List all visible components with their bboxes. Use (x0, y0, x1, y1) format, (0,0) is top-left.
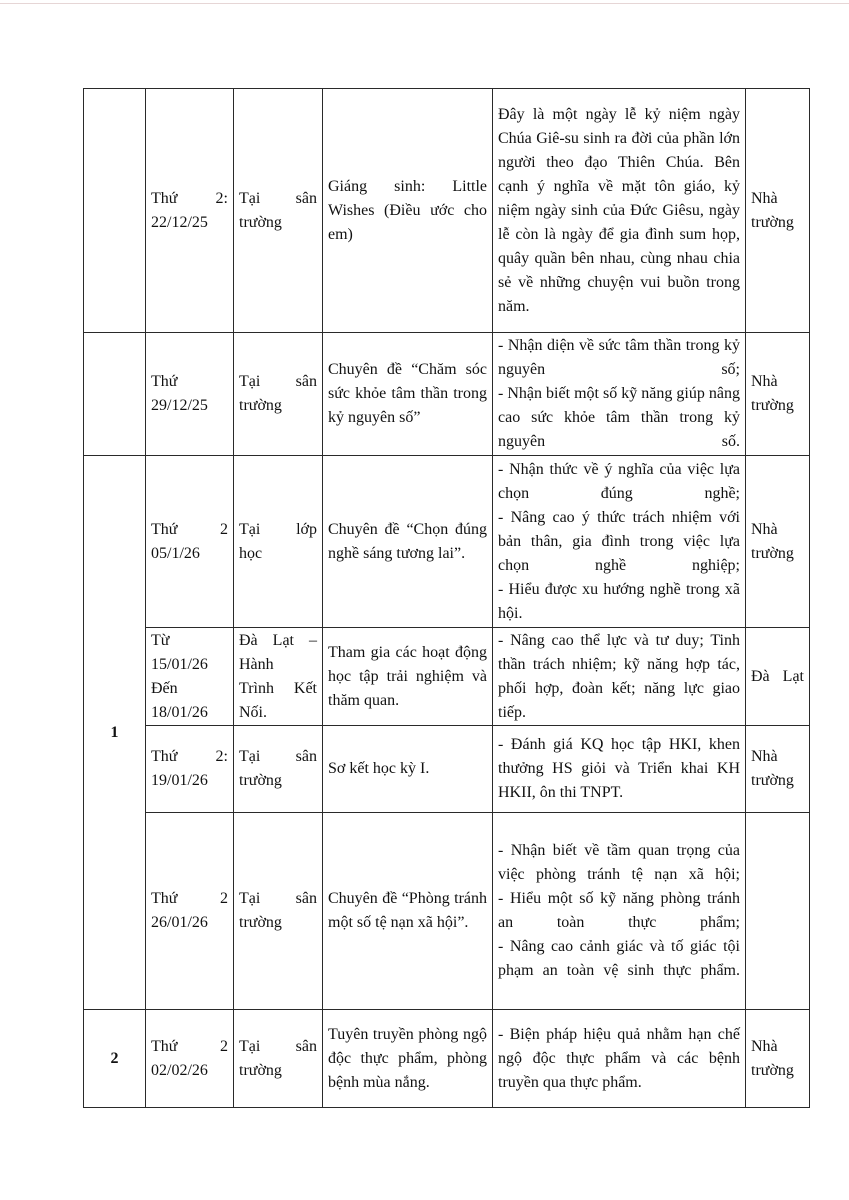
content-cell (493, 813, 746, 1010)
date-text (151, 1035, 228, 1083)
place-text (239, 887, 317, 935)
text-line: - Nhận thức về ý nghĩa của việc lựa chọn đúng nghề; (498, 460, 740, 502)
content-text: - Đánh giá KQ học tập HKI, khen thưởng HS giỏi và Triển khai KH HKII, ôn thi TNPT. (498, 736, 740, 801)
text-line: 02/02/26 (151, 1061, 208, 1079)
topic-text: Chuyên đề “Chọn đúng nghề sáng tương lai”. (328, 520, 487, 562)
content-text (498, 839, 740, 983)
text-line: Tại lớp (239, 520, 317, 538)
place-text (239, 1035, 317, 1083)
topic-text: Sơ kết học kỳ I. (328, 760, 430, 777)
place-text (239, 629, 317, 725)
week-cell (84, 456, 146, 1010)
place-cell (234, 456, 323, 628)
unit-cell (746, 726, 810, 813)
unit-text (751, 1035, 804, 1083)
text-line: trường (239, 914, 282, 931)
week-cell (84, 333, 146, 456)
text-line: học (239, 544, 263, 562)
content-text: - Nâng cao thể lực và tư duy; Tinh thần trách nhiệm; kỹ năng hợp tác, phối hợp, đoàn kết; năng lực giao tiếp. (498, 631, 740, 721)
content-text: Đây là một ngày lễ kỷ niệm ngày Chúa Giê-su sinh ra đời của phần lớn người theo đạo Thiên Chúa. Bên cạnh ý nghĩa về mặt tôn giáo, kỷ niệm ngày sinh của Đức Giêsu, ngày lễ còn là ngày để gia đình sum họp, quây quần bên nhau, cùng nhau chia sẻ về những chuyện vui buồn trong năm. (498, 105, 740, 315)
text-line: Tại sân (239, 1037, 317, 1055)
text-line: - Hiểu được xu hướng nghề trong xã hội. (498, 580, 740, 622)
text-line: 26/01/26 (151, 914, 208, 931)
topic-cell (323, 813, 493, 1010)
topic-text: Giáng sinh: Little Wishes (Điều ước cho em) (328, 177, 487, 243)
topic-cell (323, 456, 493, 628)
unit-text (751, 187, 804, 235)
topic-text: Chuyên đề “Phòng tránh một số tệ nạn xã hội”. (328, 890, 487, 931)
text-line: Tại sân (239, 748, 317, 765)
text-line: - Nâng cao ý thức trách nhiệm với bản thân, gia đình trong việc lựa chọn nghề nghiệp; (498, 508, 740, 574)
text-line: - Nhận biết về tầm quan trọng của việc phòng tránh tệ nạn xã hội; (498, 842, 740, 883)
table-row (84, 628, 810, 726)
text-line: trường (239, 213, 282, 231)
unit-text (751, 370, 804, 418)
topic-cell (323, 333, 493, 456)
text-line: Tại sân (239, 890, 317, 907)
date-cell (146, 813, 234, 1010)
table-row (84, 726, 810, 813)
week-number: 1 (110, 723, 119, 741)
unit-cell (746, 456, 810, 628)
text-line: Nhà (751, 373, 778, 390)
table-row (84, 1010, 810, 1108)
text-line: 19/01/26 (151, 772, 208, 789)
topic-cell (323, 726, 493, 813)
unit-text (751, 745, 804, 793)
table-row (84, 813, 810, 1010)
place-text (239, 187, 317, 235)
content-cell (493, 456, 746, 628)
topic-text: Chuyên đề “Chăm sóc sức khỏe tâm thần trong kỷ nguyên số” (328, 361, 487, 426)
topic-cell (323, 89, 493, 333)
text-line: 18/01/26 (151, 703, 208, 721)
text-line: Hành (239, 655, 274, 673)
place-cell (234, 89, 323, 333)
text-line: Đà Lạt (751, 667, 804, 685)
text-line: Nhà (751, 520, 778, 538)
text-line: Thứ (151, 373, 178, 390)
text-line: Thứ 2 (151, 520, 228, 538)
content-cell (493, 628, 746, 726)
date-text (151, 745, 228, 793)
scan-top-edge (0, 3, 849, 4)
text-line: Từ (151, 631, 170, 649)
date-cell (146, 333, 234, 456)
text-line: Nhà (751, 1037, 778, 1055)
text-line: Nhà (751, 748, 778, 765)
text-line: trường (751, 213, 794, 231)
text-line: trường (751, 1061, 794, 1079)
text-line: trường (239, 772, 282, 789)
place-cell (234, 813, 323, 1010)
text-line: trường (239, 397, 282, 414)
text-line: Trình Kết (239, 679, 317, 697)
unit-text (751, 665, 804, 689)
text-line: 05/1/26 (151, 544, 200, 562)
text-line: 22/12/25 (151, 213, 208, 231)
unit-cell (746, 628, 810, 726)
text-line: - Hiểu một số kỹ năng phòng tránh an toàn thực phẩm; (498, 890, 740, 931)
topic-cell (323, 1010, 493, 1108)
text-line: Đà Lạt – (239, 631, 317, 649)
table-row (84, 333, 810, 456)
content-cell (493, 89, 746, 333)
place-cell (234, 333, 323, 456)
text-line: Nhà (751, 189, 778, 207)
week-cell (84, 1010, 146, 1108)
date-cell (146, 726, 234, 813)
text-line: Thứ 2 (151, 890, 228, 907)
text-line: trường (751, 544, 794, 562)
content-cell (493, 1010, 746, 1108)
text-line: 29/12/25 (151, 397, 208, 414)
content-text: - Biện pháp hiệu quả nhằm hạn chế ngộ độc thực phẩm và các bệnh truyền qua thực phẩm. (498, 1025, 740, 1091)
text-line: 15/01/26 (151, 655, 208, 673)
text-line: - Nhận diện về sức tâm thần trong kỷ nguyên số; (498, 337, 740, 378)
table-row (84, 456, 810, 628)
place-text (239, 745, 317, 793)
text-line: - Nâng cao cảnh giác và tố giác tội phạm an toàn vệ sinh thực phẩm. (498, 938, 740, 979)
unit-text (751, 518, 804, 566)
unit-cell (746, 89, 810, 333)
text-line: Đến (151, 679, 178, 697)
activity-plan-table (83, 88, 810, 1108)
content-text (498, 334, 740, 454)
topic-cell (323, 628, 493, 726)
place-text (239, 370, 317, 418)
text-line: Nối. (239, 703, 267, 721)
date-text (151, 370, 228, 418)
date-cell (146, 1010, 234, 1108)
week-cell (84, 89, 146, 333)
text-line: trường (751, 397, 794, 414)
unit-cell (746, 333, 810, 456)
week-number: 2 (110, 1049, 119, 1067)
content-cell (493, 333, 746, 456)
place-cell (234, 726, 323, 813)
table-row (84, 89, 810, 333)
text-line: trường (239, 1061, 282, 1079)
text-line: Tại sân (239, 189, 317, 207)
date-cell (146, 628, 234, 726)
content-text (498, 458, 740, 626)
topic-text: Tuyên truyền phòng ngộ độc thực phẩm, phòng bệnh mùa nắng. (328, 1025, 487, 1091)
text-line: Thứ 2 (151, 1037, 228, 1055)
topic-text: Tham gia các hoạt động học tập trải nghiệm và thăm quan. (328, 643, 487, 709)
text-line: Tại sân (239, 373, 317, 390)
text-line: trường (751, 772, 794, 789)
place-cell (234, 628, 323, 726)
date-text (151, 887, 228, 935)
text-line: Thứ 2: (151, 189, 228, 207)
date-cell (146, 89, 234, 333)
date-text (151, 629, 228, 725)
unit-cell (746, 813, 810, 1010)
unit-cell (746, 1010, 810, 1108)
content-cell (493, 726, 746, 813)
place-cell (234, 1010, 323, 1108)
date-text (151, 518, 228, 566)
text-line: - Nhận biết một số kỹ năng giúp nâng cao sức khỏe tâm thần trong kỷ nguyên số. (498, 385, 740, 450)
place-text (239, 518, 317, 566)
text-line: Thứ 2: (151, 748, 228, 765)
date-text (151, 187, 228, 235)
date-cell (146, 456, 234, 628)
